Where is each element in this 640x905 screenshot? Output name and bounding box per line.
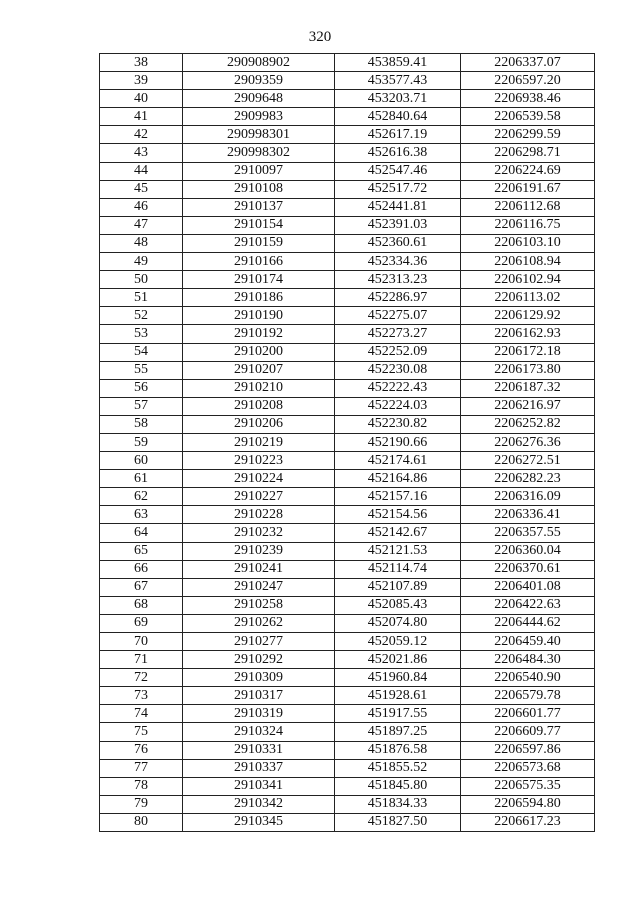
y-coordinate-cell: 2206617.23 (461, 813, 595, 831)
y-coordinate-cell: 2206609.77 (461, 723, 595, 741)
point-id-cell: 2910337 (183, 759, 335, 777)
row-number-cell: 41 (100, 108, 183, 126)
x-coordinate-cell: 452230.08 (335, 361, 461, 379)
table-row (100, 759, 595, 777)
x-coordinate-cell: 451917.55 (335, 705, 461, 723)
y-coordinate-cell: 2206540.90 (461, 669, 595, 687)
table-row (100, 289, 595, 307)
y-coordinate-cell: 2206938.46 (461, 90, 595, 108)
row-number-cell: 45 (100, 180, 183, 198)
table-row (100, 452, 595, 470)
x-coordinate-cell: 452252.09 (335, 343, 461, 361)
x-coordinate-cell: 452840.64 (335, 108, 461, 126)
point-id-cell: 2910341 (183, 777, 335, 795)
y-coordinate-cell: 2206224.69 (461, 162, 595, 180)
row-number-cell: 47 (100, 216, 183, 234)
point-id-cell: 2910108 (183, 180, 335, 198)
table-row (100, 397, 595, 415)
point-id-cell: 2910190 (183, 307, 335, 325)
y-coordinate-cell: 2206539.58 (461, 108, 595, 126)
row-number-cell: 42 (100, 126, 183, 144)
point-id-cell: 2910192 (183, 325, 335, 343)
y-coordinate-cell: 2206162.93 (461, 325, 595, 343)
y-coordinate-cell: 2206575.35 (461, 777, 595, 795)
x-coordinate-cell: 451928.61 (335, 687, 461, 705)
y-coordinate-cell: 2206579.78 (461, 687, 595, 705)
row-number-cell: 63 (100, 506, 183, 524)
point-id-cell: 2909983 (183, 108, 335, 126)
row-number-cell: 66 (100, 560, 183, 578)
x-coordinate-cell: 452230.82 (335, 415, 461, 433)
row-number-cell: 43 (100, 144, 183, 162)
table-row (100, 669, 595, 687)
y-coordinate-cell: 2206459.40 (461, 633, 595, 651)
point-id-cell: 2909359 (183, 72, 335, 90)
x-coordinate-cell: 452391.03 (335, 216, 461, 234)
table-row (100, 108, 595, 126)
point-id-cell: 2910186 (183, 289, 335, 307)
y-coordinate-cell: 2206337.07 (461, 54, 595, 72)
y-coordinate-cell: 2206102.94 (461, 271, 595, 289)
table-row (100, 253, 595, 271)
point-id-cell: 2910247 (183, 578, 335, 596)
x-coordinate-cell: 451960.84 (335, 669, 461, 687)
y-coordinate-cell: 2206597.20 (461, 72, 595, 90)
row-number-cell: 64 (100, 524, 183, 542)
table-row (100, 795, 595, 813)
row-number-cell: 59 (100, 433, 183, 451)
point-id-cell: 2910309 (183, 669, 335, 687)
y-coordinate-cell: 2206370.61 (461, 560, 595, 578)
table-row (100, 813, 595, 831)
table-row (100, 506, 595, 524)
x-coordinate-cell: 452114.74 (335, 560, 461, 578)
y-coordinate-cell: 2206299.59 (461, 126, 595, 144)
page-number: 320 (308, 29, 332, 45)
table-row (100, 379, 595, 397)
y-coordinate-cell: 2206573.68 (461, 759, 595, 777)
x-coordinate-cell: 451845.80 (335, 777, 461, 795)
point-id-cell: 2910207 (183, 361, 335, 379)
x-coordinate-cell: 452157.16 (335, 488, 461, 506)
point-id-cell: 2910219 (183, 433, 335, 451)
table-row (100, 651, 595, 669)
y-coordinate-cell: 2206116.75 (461, 216, 595, 234)
x-coordinate-cell: 452154.56 (335, 506, 461, 524)
table-row (100, 524, 595, 542)
x-coordinate-cell: 453859.41 (335, 54, 461, 72)
table-row (100, 162, 595, 180)
row-number-cell: 51 (100, 289, 183, 307)
table-row (100, 361, 595, 379)
point-id-cell: 290908902 (183, 54, 335, 72)
point-id-cell: 290998301 (183, 126, 335, 144)
x-coordinate-cell: 452517.72 (335, 180, 461, 198)
row-number-cell: 78 (100, 777, 183, 795)
point-id-cell: 2910223 (183, 452, 335, 470)
point-id-cell: 2910319 (183, 705, 335, 723)
y-coordinate-cell: 2206401.08 (461, 578, 595, 596)
table-row (100, 777, 595, 795)
row-number-cell: 48 (100, 234, 183, 252)
x-coordinate-cell: 452617.19 (335, 126, 461, 144)
table-row (100, 705, 595, 723)
table-row (100, 90, 595, 108)
point-id-cell: 2910232 (183, 524, 335, 542)
point-id-cell: 2910159 (183, 234, 335, 252)
x-coordinate-cell: 452313.23 (335, 271, 461, 289)
table-row (100, 144, 595, 162)
y-coordinate-cell: 2206272.51 (461, 452, 595, 470)
point-id-cell: 2910258 (183, 596, 335, 614)
y-coordinate-cell: 2206276.36 (461, 433, 595, 451)
point-id-cell: 2910166 (183, 253, 335, 271)
x-coordinate-cell: 452616.38 (335, 144, 461, 162)
table-row (100, 234, 595, 252)
table-row (100, 723, 595, 741)
point-id-cell: 2910228 (183, 506, 335, 524)
y-coordinate-cell: 2206336.41 (461, 506, 595, 524)
point-id-cell: 2910292 (183, 651, 335, 669)
point-id-cell: 2910174 (183, 271, 335, 289)
y-coordinate-cell: 2206172.18 (461, 343, 595, 361)
point-id-cell: 290998302 (183, 144, 335, 162)
table-row (100, 614, 595, 632)
row-number-cell: 70 (100, 633, 183, 651)
point-id-cell: 2910345 (183, 813, 335, 831)
row-number-cell: 56 (100, 379, 183, 397)
x-coordinate-cell: 451827.50 (335, 813, 461, 831)
row-number-cell: 52 (100, 307, 183, 325)
row-number-cell: 80 (100, 813, 183, 831)
y-coordinate-cell: 2206103.10 (461, 234, 595, 252)
x-coordinate-cell: 452174.61 (335, 452, 461, 470)
point-id-cell: 2910331 (183, 741, 335, 759)
y-coordinate-cell: 2206112.68 (461, 198, 595, 216)
point-id-cell: 2909648 (183, 90, 335, 108)
x-coordinate-cell: 451897.25 (335, 723, 461, 741)
x-coordinate-cell: 453203.71 (335, 90, 461, 108)
x-coordinate-cell: 452142.67 (335, 524, 461, 542)
table-row (100, 72, 595, 90)
x-coordinate-cell: 452085.43 (335, 596, 461, 614)
x-coordinate-cell: 452121.53 (335, 542, 461, 560)
x-coordinate-cell: 452360.61 (335, 234, 461, 252)
table-row (100, 271, 595, 289)
point-id-cell: 2910262 (183, 614, 335, 632)
row-number-cell: 58 (100, 415, 183, 433)
table-row (100, 307, 595, 325)
y-coordinate-cell: 2206282.23 (461, 470, 595, 488)
y-coordinate-cell: 2206173.80 (461, 361, 595, 379)
point-id-cell: 2910317 (183, 687, 335, 705)
table-row (100, 488, 595, 506)
row-number-cell: 69 (100, 614, 183, 632)
table-row (100, 126, 595, 144)
x-coordinate-cell: 452222.43 (335, 379, 461, 397)
table-row (100, 596, 595, 614)
table-body (100, 54, 595, 832)
table-row (100, 542, 595, 560)
table-row (100, 560, 595, 578)
y-coordinate-cell: 2206108.94 (461, 253, 595, 271)
point-id-cell: 2910206 (183, 415, 335, 433)
point-id-cell: 2910208 (183, 397, 335, 415)
table-row (100, 578, 595, 596)
table-row (100, 180, 595, 198)
table-row (100, 741, 595, 759)
point-id-cell: 2910277 (183, 633, 335, 651)
x-coordinate-cell: 452059.12 (335, 633, 461, 651)
y-coordinate-cell: 2206298.71 (461, 144, 595, 162)
x-coordinate-cell: 451855.52 (335, 759, 461, 777)
table-row (100, 343, 595, 361)
x-coordinate-cell: 452334.36 (335, 253, 461, 271)
table-row (100, 54, 595, 72)
row-number-cell: 77 (100, 759, 183, 777)
point-id-cell: 2910224 (183, 470, 335, 488)
row-number-cell: 53 (100, 325, 183, 343)
row-number-cell: 68 (100, 596, 183, 614)
point-id-cell: 2910324 (183, 723, 335, 741)
row-number-cell: 62 (100, 488, 183, 506)
y-coordinate-cell: 2206597.86 (461, 741, 595, 759)
y-coordinate-cell: 2206113.02 (461, 289, 595, 307)
row-number-cell: 74 (100, 705, 183, 723)
point-id-cell: 2910239 (183, 542, 335, 560)
row-number-cell: 38 (100, 54, 183, 72)
table-row (100, 687, 595, 705)
y-coordinate-cell: 2206422.63 (461, 596, 595, 614)
x-coordinate-cell: 452107.89 (335, 578, 461, 596)
row-number-cell: 50 (100, 271, 183, 289)
y-coordinate-cell: 2206216.97 (461, 397, 595, 415)
row-number-cell: 55 (100, 361, 183, 379)
x-coordinate-cell: 452275.07 (335, 307, 461, 325)
y-coordinate-cell: 2206191.67 (461, 180, 595, 198)
row-number-cell: 54 (100, 343, 183, 361)
row-number-cell: 71 (100, 651, 183, 669)
row-number-cell: 57 (100, 397, 183, 415)
point-id-cell: 2910227 (183, 488, 335, 506)
y-coordinate-cell: 2206601.77 (461, 705, 595, 723)
row-number-cell: 39 (100, 72, 183, 90)
row-number-cell: 75 (100, 723, 183, 741)
table-row (100, 198, 595, 216)
row-number-cell: 40 (100, 90, 183, 108)
row-number-cell: 44 (100, 162, 183, 180)
table-row (100, 633, 595, 651)
x-coordinate-cell: 451876.58 (335, 741, 461, 759)
x-coordinate-cell: 452074.80 (335, 614, 461, 632)
y-coordinate-cell: 2206484.30 (461, 651, 595, 669)
x-coordinate-cell: 452021.86 (335, 651, 461, 669)
y-coordinate-cell: 2206129.92 (461, 307, 595, 325)
row-number-cell: 60 (100, 452, 183, 470)
x-coordinate-cell: 452547.46 (335, 162, 461, 180)
table-row (100, 216, 595, 234)
row-number-cell: 73 (100, 687, 183, 705)
point-id-cell: 2910200 (183, 343, 335, 361)
point-id-cell: 2910342 (183, 795, 335, 813)
row-number-cell: 49 (100, 253, 183, 271)
row-number-cell: 72 (100, 669, 183, 687)
y-coordinate-cell: 2206316.09 (461, 488, 595, 506)
point-id-cell: 2910137 (183, 198, 335, 216)
row-number-cell: 65 (100, 542, 183, 560)
row-number-cell: 76 (100, 741, 183, 759)
x-coordinate-cell: 453577.43 (335, 72, 461, 90)
row-number-cell: 67 (100, 578, 183, 596)
y-coordinate-cell: 2206360.04 (461, 542, 595, 560)
table-row (100, 470, 595, 488)
y-coordinate-cell: 2206187.32 (461, 379, 595, 397)
x-coordinate-cell: 451834.33 (335, 795, 461, 813)
point-id-cell: 2910097 (183, 162, 335, 180)
y-coordinate-cell: 2206252.82 (461, 415, 595, 433)
x-coordinate-cell: 452224.03 (335, 397, 461, 415)
point-id-cell: 2910241 (183, 560, 335, 578)
point-id-cell: 2910210 (183, 379, 335, 397)
row-number-cell: 46 (100, 198, 183, 216)
y-coordinate-cell: 2206594.80 (461, 795, 595, 813)
y-coordinate-cell: 2206357.55 (461, 524, 595, 542)
table-row (100, 415, 595, 433)
row-number-cell: 61 (100, 470, 183, 488)
x-coordinate-cell: 452164.86 (335, 470, 461, 488)
x-coordinate-cell: 452286.97 (335, 289, 461, 307)
x-coordinate-cell: 452441.81 (335, 198, 461, 216)
table-row (100, 325, 595, 343)
x-coordinate-cell: 452273.27 (335, 325, 461, 343)
y-coordinate-cell: 2206444.62 (461, 614, 595, 632)
point-id-cell: 2910154 (183, 216, 335, 234)
coordinates-table (99, 53, 595, 832)
row-number-cell: 79 (100, 795, 183, 813)
x-coordinate-cell: 452190.66 (335, 433, 461, 451)
table-row (100, 433, 595, 451)
